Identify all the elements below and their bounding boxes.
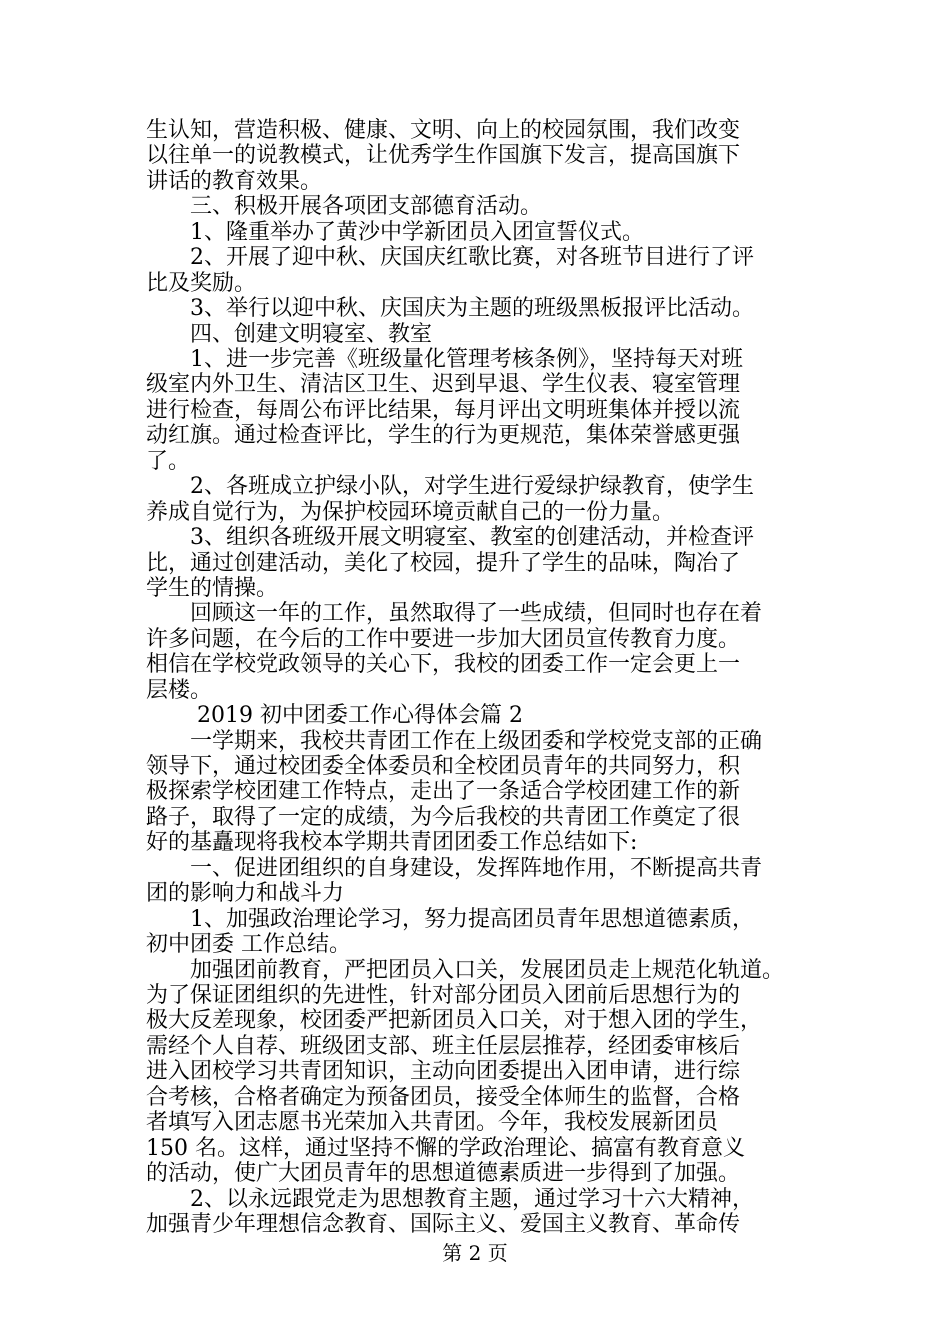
text-line: 三、积极开展各项团支部德育活动。 (146, 194, 543, 219)
text-line: 相信在学校党政领导的关心下，我校的团委工作一定会更上一 (146, 652, 741, 677)
text-line: 合考核，合格者确定为预备团员，接受全体师生的监督，合格 (146, 1085, 741, 1110)
text-line: 四、创建文明寝室、教室 (146, 322, 433, 347)
text-line: 讲话的教育效果。 (146, 169, 323, 194)
section-heading: 2019 初中团委工作心得体会篇 2 (146, 703, 523, 728)
text-line: 回顾这一年的工作，虽然取得了一些成绩，但同时也存在着 (146, 601, 763, 626)
text-line: 的活动，使广大团员青年的思想道德素质进一步得到了加强。 (146, 1161, 741, 1186)
text-line: 极大反差现象，校团委严把新团员入口关，对于想入团的学生， (146, 1008, 763, 1033)
text-line: 团的影响力和战斗力 (146, 881, 345, 906)
text-line: 2、开展了迎中秋、庆国庆红歌比赛，对各班节目进行了评 (146, 245, 754, 270)
text-line: 初中团委 工作总结。 (146, 932, 351, 957)
text-line: 比，通过创建活动，美化了校园，提升了学生的品味，陶冶了 (146, 551, 741, 576)
text-line: 了。 (146, 449, 191, 474)
text-line: 许多问题，在今后的工作中要进一步加大团员宣传教育力度。 (146, 627, 741, 652)
text-line: 加强青少年理想信念教育、国际主义、爱国主义教育、革命传 (146, 1212, 741, 1237)
text-line: 学生的情操。 (146, 576, 279, 601)
text-line: 一、促进团组织的自身建设，发挥阵地作用，不断提高共青 (146, 856, 763, 881)
text-line: 比及奖励。 (146, 271, 257, 296)
text-line: 者填写入团志愿书光荣加入共青团。今年，我校发展新团员 (146, 1110, 719, 1135)
page-number: 第 2 页 (442, 1241, 508, 1265)
text-line: 1、进一步完善《班级量化管理考核条例》，坚持每天对班 (146, 347, 743, 372)
text-line: 领导下，通过校团委全体委员和全校团员青年的共同努力，积 (146, 754, 741, 779)
text-line: 生认知，营造积极、健康、文明、向上的校园氛围，我们改变 (146, 118, 741, 143)
text-line: 1、隆重举办了黄沙中学新团员入团宣誓仪式。 (146, 220, 644, 245)
text-line: 级室内外卫生、清洁区卫生、迟到早退、学生仪表、寝室管理 (146, 372, 741, 397)
text-line: 层楼。 (146, 678, 213, 703)
text-line: 150 名。这样，通过坚持不懈的学政治理论、搞富有教育意义 (146, 1136, 745, 1161)
text-line: 养成自觉行为，为保护校园环境贡献自己的一份力量。 (146, 500, 675, 525)
text-line: 好的基矗现将我校本学期共青团团委工作总结如下: (146, 830, 638, 855)
text-line: 路子，取得了一定的成绩，为今后我校的共青团工作奠定了很 (146, 805, 741, 830)
text-line: 进入团校学习共青团知识，主动向团委提出入团申请，进行综 (146, 1059, 741, 1084)
text-line: 1、加强政治理论学习，努力提高团员青年思想道德素质， (146, 907, 754, 932)
text-line: 以往单一的说教模式，让优秀学生作国旗下发言，提高国旗下 (146, 143, 741, 168)
text-line: 加强团前教育，严把团员入口关，发展团员走上规范化轨道。 (146, 958, 785, 983)
text-line: 2、以永远跟党走为思想教育主题，通过学习十六大精神， (146, 1187, 754, 1212)
text-line: 为了保证团组织的先进性，针对部分团员入团前后思想行为的 (146, 983, 741, 1008)
text-line: 2、各班成立护绿小队，对学生进行爱绿护绿教育，使学生 (146, 474, 754, 499)
text-line: 动红旗。通过检查评比，学生的行为更规范，集体荣誉感更强 (146, 423, 741, 448)
text-line: 进行检查，每周公布评比结果，每月评出文明班集体并授以流 (146, 398, 741, 423)
text-line: 需经个人自荐、班级团支部、班主任层层推荐，经团委审核后 (146, 1034, 741, 1059)
text-line: 3、举行以迎中秋、庆国庆为主题的班级黑板报评比活动。 (146, 296, 754, 321)
text-line: 极探索学校团建工作特点，走出了一条适合学校团建工作的新 (146, 779, 741, 804)
text-line: 一学期来，我校共青团工作在上级团委和学校党支部的正确 (146, 729, 763, 754)
text-line: 3、组织各班级开展文明寝室、教室的创建活动，并检查评 (146, 525, 754, 550)
